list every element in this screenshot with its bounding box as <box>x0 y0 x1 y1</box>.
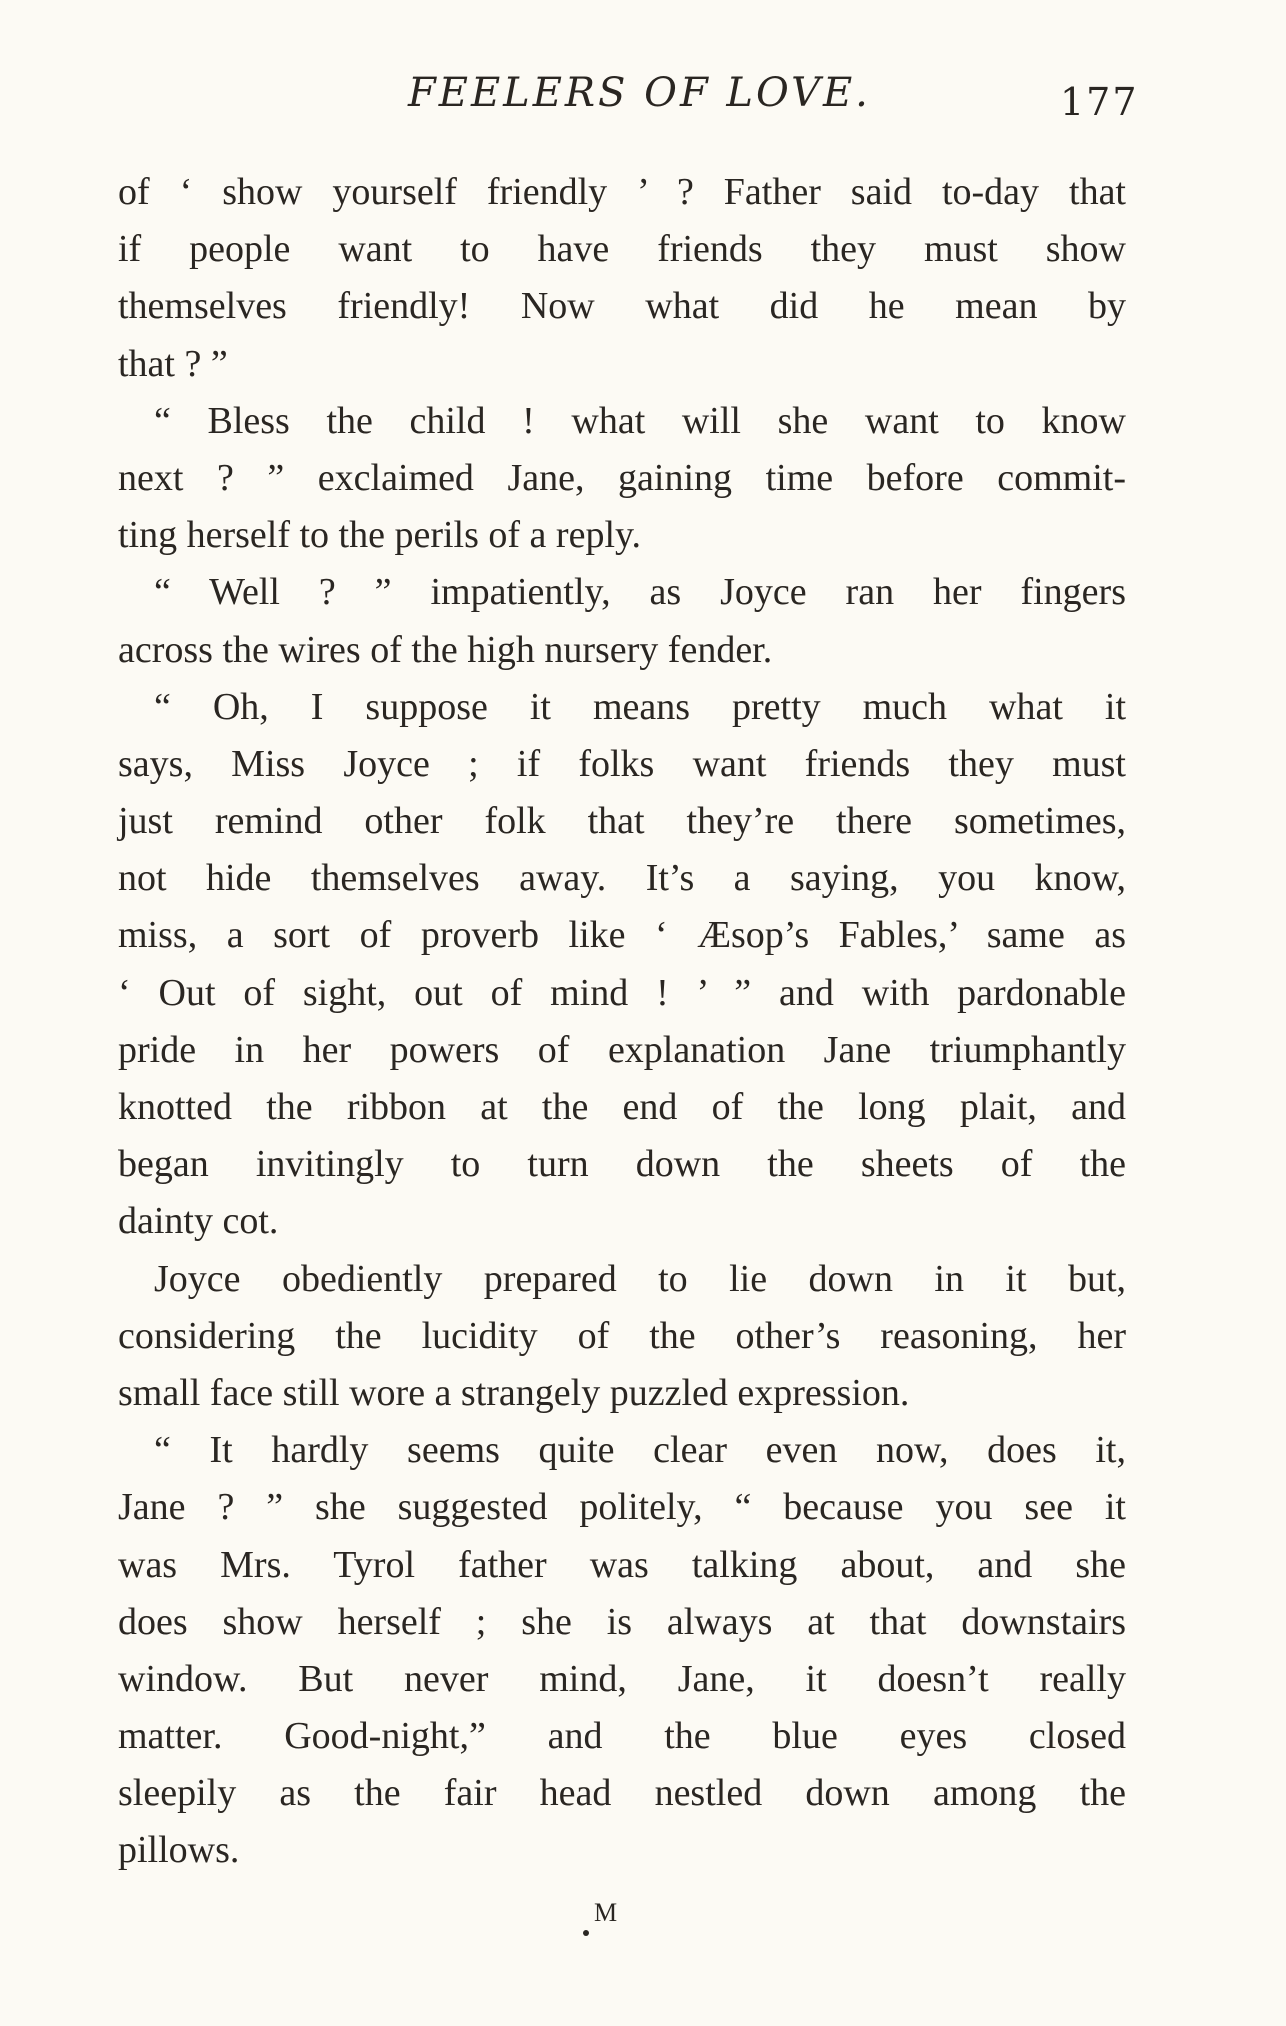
text-line: pillows. <box>118 1829 240 1872</box>
body-text <box>118 164 1126 1880</box>
text-line: window. But never mind, Jane, it doesn’t really <box>118 1657 1126 1700</box>
text-line: themselves friendly! Now what did he mean by <box>118 285 1126 328</box>
text-line: “ Well ? ” impatiently, as Joyce ran her fingers <box>154 571 1126 614</box>
text-line: ‘ Out of sight, out of mind ! ’ ” and with pardonable <box>118 971 1126 1014</box>
text-line: ting herself to the perils of a reply. <box>118 514 642 557</box>
signature-dot <box>583 1930 589 1936</box>
text-line: across the wires of the high nursery fender. <box>118 628 773 671</box>
text-line: matter. Good-night,” and the blue eyes closed <box>118 1715 1126 1758</box>
text-line: “ It hardly seems quite clear even now, does it, <box>154 1429 1126 1472</box>
text-line: if people want to have friends they must show <box>118 228 1126 271</box>
text-line: of ‘ show yourself friendly ’ ? Father said to-day that <box>118 171 1126 213</box>
text-line: says, Miss Joyce ; if folks want friends they must <box>118 742 1126 785</box>
text-line: dainty cot. <box>118 1200 279 1243</box>
text-line: small face still wore a strangely puzzled expression. <box>118 1371 910 1414</box>
text-line: “ Bless the child ! what will she want to know <box>154 399 1126 442</box>
text-line: Joyce obediently prepared to lie down in it but, <box>154 1257 1126 1300</box>
text-line: next ? ” exclaimed Jane, gaining time before commit- <box>118 456 1126 499</box>
text-line: does show herself ; she is always at that downstairs <box>118 1600 1126 1643</box>
signature-mark: M <box>594 1898 619 1927</box>
text-line: began invitingly to turn down the sheets of the <box>118 1143 1126 1186</box>
text-line: that ? ” <box>118 342 228 385</box>
page-number: 177 <box>1060 80 1139 124</box>
running-title: FEELERS OF LOVE. <box>408 70 871 116</box>
text-line: not hide themselves away. It’s a saying, you know, <box>118 857 1126 900</box>
text-line: considering the lucidity of the other’s reasoning, her <box>118 1314 1126 1357</box>
text-line: “ Oh, I suppose it means pretty much what it <box>154 685 1126 728</box>
text-line: Jane ? ” she suggested politely, “ because you see it <box>118 1486 1126 1529</box>
text-line: knotted the ribbon at the end of the long plait, and <box>118 1086 1126 1128</box>
text-line: sleepily as the fair head nestled down among the <box>118 1772 1126 1815</box>
text-line: just remind other folk that they’re there sometimes, <box>118 800 1126 843</box>
text-line: was Mrs. Tyrol father was talking about, and she <box>118 1543 1126 1586</box>
text-line: miss, a sort of proverb like ‘ Æsop’s Fables,’ same as <box>118 914 1126 957</box>
running-head <box>0 70 1286 140</box>
text-line: pride in her powers of explanation Jane triumphantly <box>118 1028 1126 1071</box>
